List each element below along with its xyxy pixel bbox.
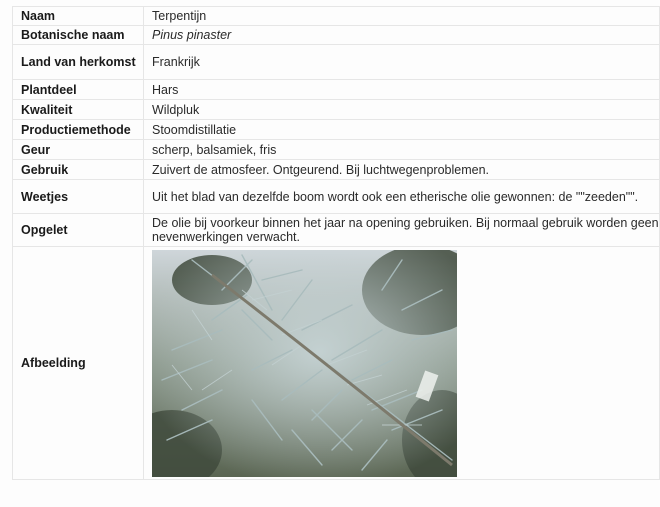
row-label-gebruik: Gebruik bbox=[13, 160, 144, 180]
row-value-opgelet: De olie bij voorkeur binnen het jaar na opening gebruiken. Bij normaal gebruik worden geen nevenwerkingen verwacht. bbox=[144, 214, 660, 247]
table-row bbox=[13, 214, 660, 247]
row-value-afbeelding bbox=[144, 247, 660, 480]
row-label-weetjes: Weetjes bbox=[13, 180, 144, 214]
row-label-naam: Naam bbox=[13, 7, 144, 26]
pine-branch-photo bbox=[152, 250, 457, 477]
row-label-plantdeel: Plantdeel bbox=[13, 80, 144, 100]
row-label-geur: Geur bbox=[13, 140, 144, 160]
row-label-kwaliteit: Kwaliteit bbox=[13, 100, 144, 120]
table-row bbox=[13, 80, 660, 100]
row-label-afbeelding: Afbeelding bbox=[13, 247, 144, 480]
row-label-botanische-naam: Botanische naam bbox=[13, 26, 144, 45]
table-row bbox=[13, 45, 660, 80]
row-label-land-van-herkomst: Land van herkomst bbox=[13, 45, 144, 80]
table-row bbox=[13, 7, 660, 26]
row-value-weetjes: Uit het blad van dezelfde boom wordt ook een etherische olie gewonnen: de ""zeeden"". bbox=[144, 180, 660, 214]
row-value-geur: scherp, balsamiek, fris bbox=[144, 140, 660, 160]
row-value-gebruik: Zuivert de atmosfeer. Ontgeurend. Bij luchtwegenproblemen. bbox=[144, 160, 660, 180]
table-row bbox=[13, 120, 660, 140]
row-value-land-van-herkomst: Frankrijk bbox=[144, 45, 660, 80]
table-row bbox=[13, 26, 660, 45]
table-row bbox=[13, 247, 660, 480]
row-value-botanische-naam: Pinus pinaster bbox=[144, 26, 660, 45]
table-row bbox=[13, 100, 660, 120]
row-label-opgelet: Opgelet bbox=[13, 214, 144, 247]
info-table bbox=[12, 6, 660, 480]
table-row bbox=[13, 180, 660, 214]
table-row bbox=[13, 160, 660, 180]
row-value-naam: Terpentijn bbox=[144, 7, 660, 26]
row-label-productiemethode: Productiemethode bbox=[13, 120, 144, 140]
row-value-kwaliteit: Wildpluk bbox=[144, 100, 660, 120]
row-value-productiemethode: Stoomdistillatie bbox=[144, 120, 660, 140]
row-value-plantdeel: Hars bbox=[144, 80, 660, 100]
table-row bbox=[13, 140, 660, 160]
